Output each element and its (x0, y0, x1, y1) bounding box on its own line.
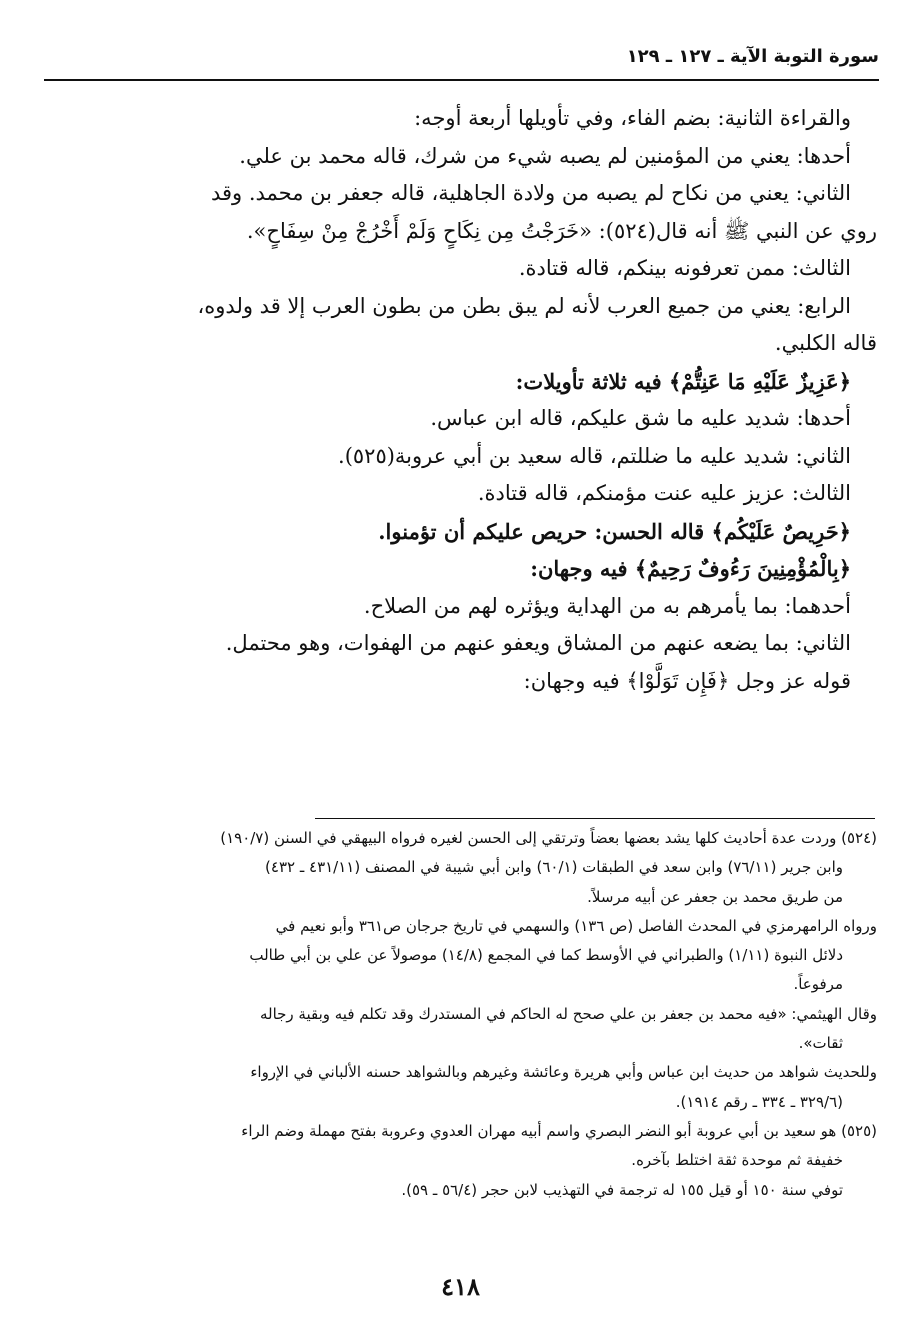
footnote-line: وللحديث شواهد من حديث ابن عباس وأبي هريرة وعائشة وغيرهم وبالشواهد حسنه الألباني في الإرواء (250, 1063, 877, 1082)
footnotes (44, 824, 877, 1205)
header-divider (44, 79, 879, 81)
text-line: أحدها: يعني من المؤمنين لم يصبه شيء من شرك، قاله محمد بن علي. (239, 143, 851, 168)
text-line: الثاني: شديد عليه ما ضللتم، قاله سعيد بن أبي عروبة(٥٢٥). (338, 443, 851, 468)
text-line: الرابع: يعني من جميع العرب لأنه لم يبق بطن من بطون العرب إلا قد ولدوه، (197, 293, 851, 318)
text-line: الثاني: بما يضعه عنهم من المشاق ويعفو عنهم من الهفوات، وهو محتمل. (225, 631, 851, 655)
footnote-line: ورواه الرامهرمزي في المحدث الفاصل (ص ١٣٦) والسهمي في تاريخ جرجان ص٣٦١ وأبو نعيم في (275, 916, 877, 935)
text-line: الثاني: يعني من نكاح لم يصبه من ولادة الجاهلية، قاله جعفر بن محمد. وقد (210, 181, 851, 205)
footnote-line: مرفوعاً. (793, 975, 843, 994)
quran-verse-line: ﴿بِالْمُؤْمِنِينَ رَءُوفٌ رَحِيمٌ﴾ فيه وجهان: (530, 556, 851, 581)
page-number: ٤١٨ (441, 1272, 480, 1301)
footnote-divider (315, 818, 875, 819)
footnote-line: من طريق محمد بن جعفر عن أبيه مرسلاً. (587, 887, 843, 906)
text-line: الثالث: عزيز عليه عنت مؤمنكم، قاله قتادة. (477, 481, 851, 505)
footnote-line: (٥٢٥) هو سعيد بن أبي عروبة أبو النضر البصري واسم أبيه مهران العدوي وعروبة بفتح مهملة وضم الراء (241, 1121, 877, 1140)
footnote-line: وابن جرير (٧٦/١١) وابن سعد في الطبقات (٦٠/١) وابن أبي شيبة في المصنف (٤٣١/١١ ـ ٤٣٢) (265, 858, 843, 877)
quran-verse-line: ﴿عَزِيزٌ عَلَيْهِ مَا عَنِتُّمْ﴾ فيه ثلاثة تأويلات: (515, 368, 851, 394)
running-header (44, 46, 879, 73)
quran-verse-line: ﴿حَرِيصٌ عَلَيْكُم﴾ قاله الحسن: حريص عليكم أن تؤمنوا. (378, 518, 851, 544)
text-line: أحدهما: بما يأمرهم به من الهداية ويؤثره لهم من الصلاح. (363, 593, 851, 618)
footnote-line: (٥٢٤) وردت عدة أحاديث كلها يشد بعضها بعضاً وترتقي إلى الحسن لغيره فرواه البيهقي في السنن (١٩٠/٧) (220, 829, 877, 847)
text-line: قاله الكلبي. (774, 331, 877, 355)
text-line: روي عن النبي ﷺ أنه قال(٥٢٤): «خَرَجْتُ مِن نِكَاحٍ وَلَمْ أَخْرُجْ مِنْ سِفَاحٍ». (246, 218, 877, 243)
text-line: الثالث: ممن تعرفونه بينكم، قاله قتادة. (518, 256, 851, 280)
text-line: أحدها: شديد عليه ما شق عليكم، قاله ابن عباس. (430, 406, 851, 430)
main-text (44, 100, 877, 700)
footnote-line: (٣٢٩/٦ ـ ٣٣٤ ـ رقم ١٩١٤). (675, 1092, 843, 1111)
header-title: سورة التوبة الآية ـ ١٢٧ ـ ١٢٩ (626, 46, 879, 67)
footnote-line: توفي سنة ١٥٠ أو قيل ١٥٥ له ترجمة في التهذيب لابن حجر (٥٦/٤ ـ ٥٩). (401, 1180, 843, 1199)
footnote-line: دلائل النبوة (١/١١) والطبراني في الأوسط كما في المجمع (١٤/٨) موصولاً عن علي بن أبي طالب (249, 946, 843, 965)
text-line: قوله عز وجل ﴿فَإِن تَوَلَّوْا﴾ فيه وجهان: (523, 668, 851, 693)
footnote-line: وقال الهيثمي: «فيه محمد بن جعفر بن علي صحح له الحاكم في المستدرك وقد تكلم فيه وبقية رجاله (259, 1004, 877, 1023)
text-line: والقراءة الثانية: بضم الفاء، وفي تأويلها أربعة أوجه: (414, 106, 851, 130)
footnote-line: خفيفة ثم موحدة ثقة اختلط بآخره. (631, 1151, 843, 1170)
footnote-line: ثقات». (798, 1034, 843, 1053)
